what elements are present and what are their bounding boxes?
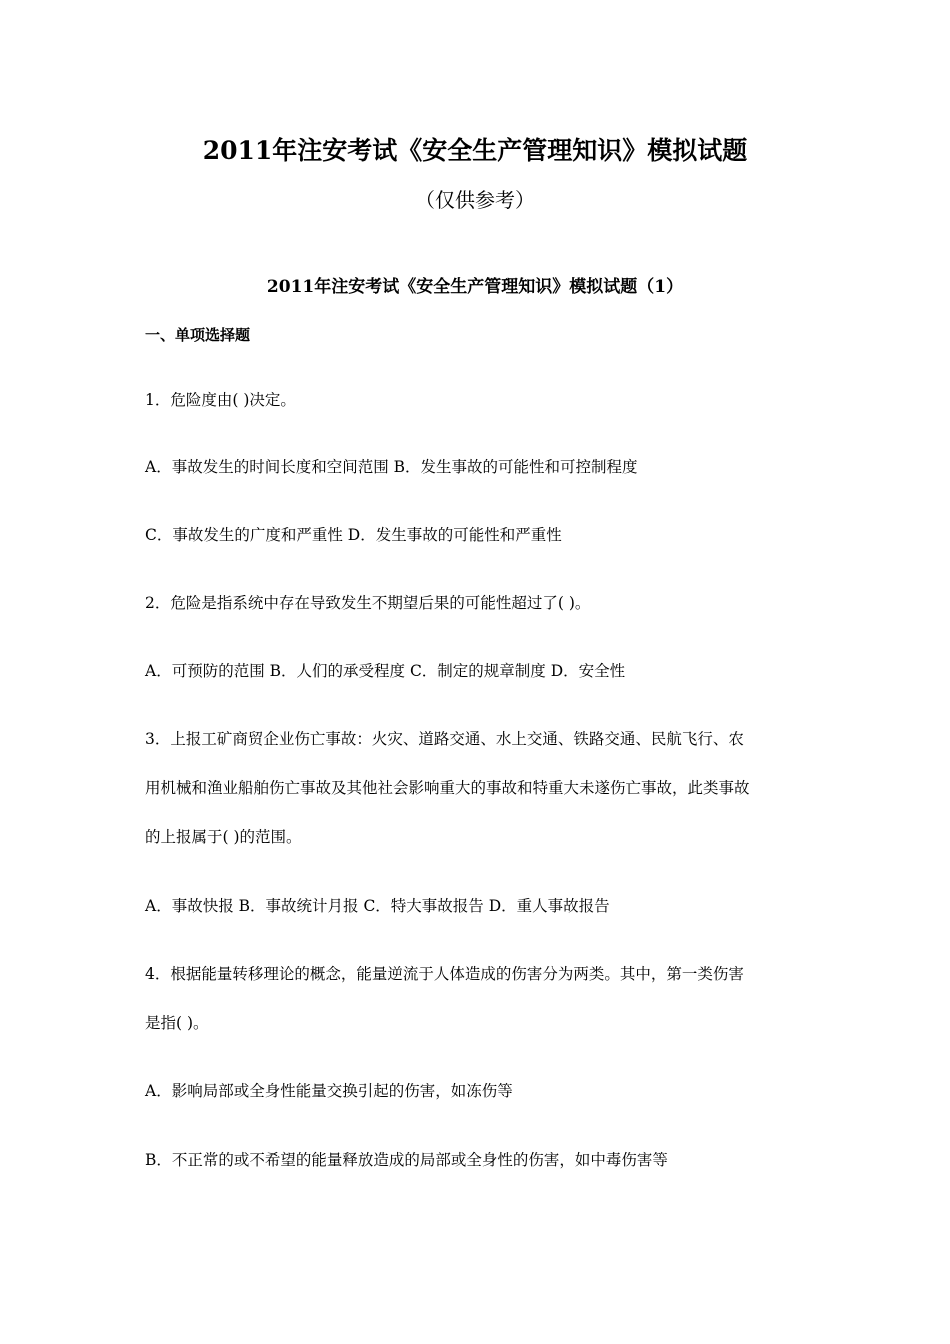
question-3-line-3: 的上报属于( )的范围。 bbox=[145, 828, 302, 846]
question-2-options: A．可预防的范围 B．人们的承受程度 C．制定的规章制度 D．安全性 bbox=[145, 662, 626, 680]
question-4-line-1: 4．根据能量转移理论的概念，能量逆流于人体造成的伤害分为两类。其中，第一类伤害 bbox=[145, 965, 744, 983]
question-1-options-ab: A．事故发生的时间长度和空间范围 B．发生事故的可能性和可控制程度 bbox=[145, 458, 638, 476]
document-title: 2011年注安考试《安全生产管理知识》模拟试题 bbox=[202, 136, 748, 165]
question-2: 2．危险是指系统中存在导致发生不期望后果的可能性超过了( )。 bbox=[145, 594, 591, 612]
question-4-line-2: 是指( )。 bbox=[145, 1014, 209, 1032]
question-3-options: A．事故快报 B．事故统计月报 C．特大事故报告 D．重人事故报告 bbox=[145, 897, 610, 915]
question-3-line-2: 用机械和渔业船舶伤亡事故及其他社会影响重大的事故和特重大未遂伤亡事故，此类事故 bbox=[145, 779, 750, 797]
section-title: 2011年注安考试《安全生产管理知识》模拟试题（1） bbox=[266, 277, 684, 297]
question-4-option-a: A．影响局部或全身性能量交换引起的伤害，如冻伤等 bbox=[145, 1082, 513, 1100]
part-heading: 一、单项选择题 bbox=[145, 326, 251, 344]
document-subtitle: （仅供参考） bbox=[415, 188, 535, 212]
question-1: 1．危险度由( )决定。 bbox=[145, 391, 296, 409]
question-1-options-cd: C．事故发生的广度和严重性 D．发生事故的可能性和严重性 bbox=[145, 526, 562, 544]
question-3-line-1: 3．上报工矿商贸企业伤亡事故：火灾、道路交通、水上交通、铁路交通、民航飞行、农 bbox=[145, 730, 744, 748]
question-4-option-b: B．不正常的或不希望的能量释放造成的局部或全身性的伤害，如中毒伤害等 bbox=[145, 1151, 668, 1169]
